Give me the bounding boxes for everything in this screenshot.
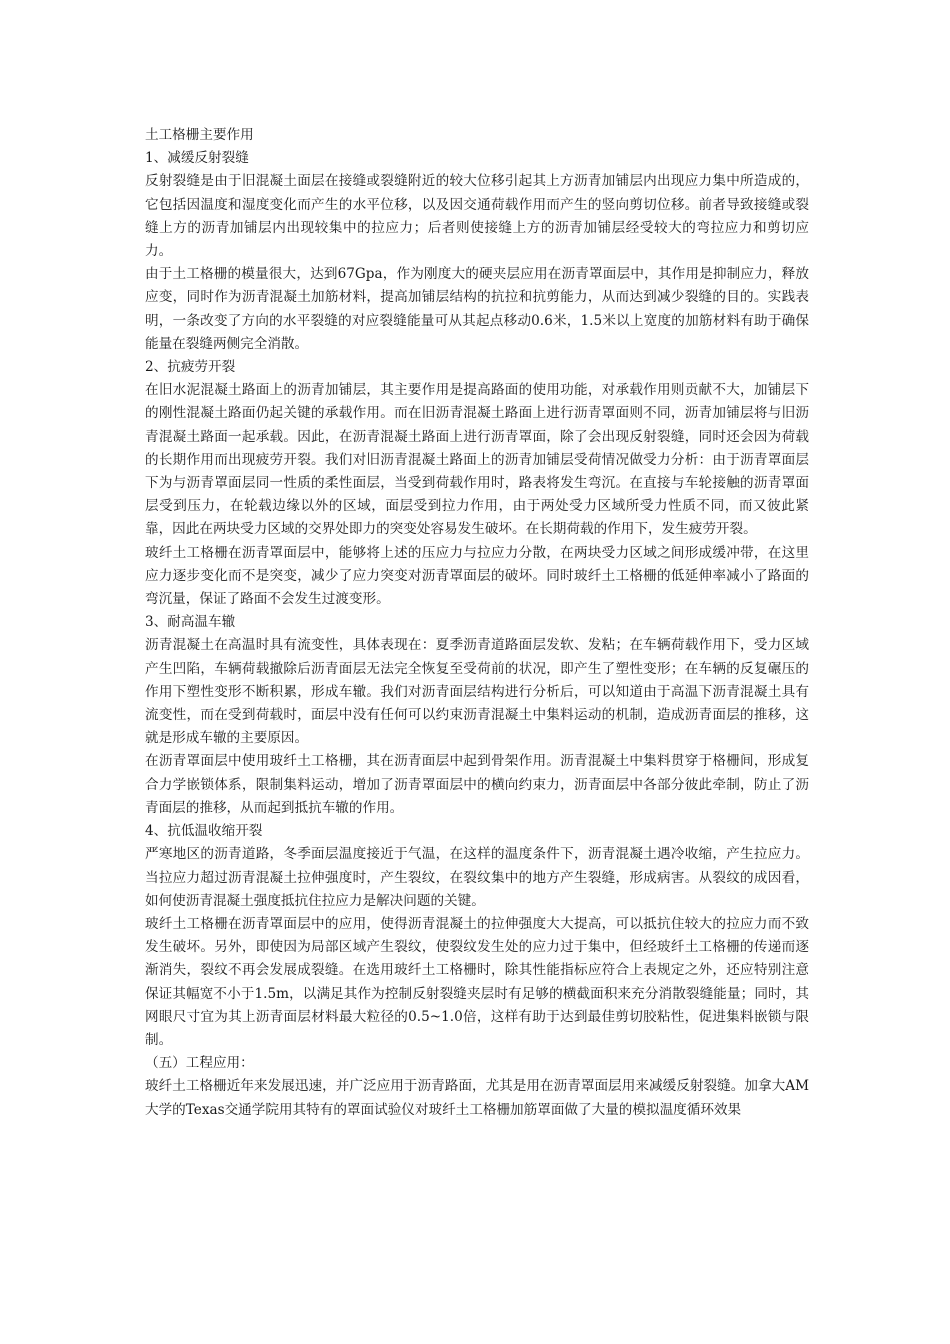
paragraph-6: 在沥青罩面层中使用玻纤土工格栅，其在沥青面层中起到骨架作用。沥青混凝土中集料贯穿于格栅间，形成复合力学嵌锁体系，限制集料运动，增加了沥青罩面层中的横向约束力，沥青面层中各部分彼此牵制，防止了沥青面层的推移，从而起到抵抗车辙的作用。 (145, 753, 809, 816)
section-heading-2: 2、抗疲劳开裂 (145, 359, 236, 376)
section-heading-5: （五）工程应用： (145, 1055, 254, 1072)
section-heading-4: 4、抗低温收缩开裂 (145, 823, 263, 840)
paragraph-5: 沥青混凝土在高温时具有流变性，具体表现在：夏季沥青道路面层发软、发粘；在车辆荷载作用下，受力区域产生凹陷，车辆荷载撤除后沥青面层无法完全恢复至受荷前的状况，即产生了塑性变形；在车辆的反复碾压的作用下塑性变形不断积累，形成车辙。我们对沥青面层结构进行分析后，可以知道由于高温下沥青混凝土具有流变性，而在受到荷载时，面层中没有任何可以约束沥青混凝土中集料运动的机制，造成沥青面层的推移，这就是形成车辙的主要原因。 (145, 637, 809, 747)
paragraph-8: 玻纤土工格栅在沥青罩面层中的应用，使得沥青混凝土的拉伸强度大大提高，可以抵抗住较大的拉应力而不致发生破坏。另外，即使因为局部区域产生裂纹，使裂纹发生处的应力过于集中，但经玻纤土工格栅的传递而逐渐消失，裂纹不再会发展成裂缝。在选用玻纤土工格栅时，除其性能指标应符合上表规定之外，还应特别注意保证其幅宽不小于1.5m，以满足其作为控制反射裂缝夹层时有足够的横截面积来充分消散裂缝能量；同时，其网眼尺寸宜为其上沥青面层材料最大粒径的0.5~1.0倍，这样有助于达到最佳剪切胶粘性，促进集料嵌锁与限制。 (145, 915, 809, 1048)
document-title: 土工格栅主要作用 (145, 127, 254, 143)
paragraph-1: 反射裂缝是由于旧混凝土面层在接缝或裂缝附近的较大位移引起其上方沥青加铺层内出现应力集中所造成的，它包括因温度和湿度变化而产生的水平位移，以及因交通荷载作用而产生的竖向剪切位移。前者导致接缝或裂缝上方的沥青加铺层内出现较集中的拉应力；后者则使接缝上方的沥青加铺层经受较大的弯拉应力和剪切应力。 (145, 173, 809, 260)
paragraph-4: 玻纤土工格栅在沥青罩面层中，能够将上述的压应力与拉应力分散，在两块受力区域之间形成缓冲带，在这里应力逐步变化而不是突变，减少了应力突变对沥青罩面层的破坏。同时玻纤土工格栅的低延伸率减小了路面的弯沉量，保证了路面不会发生过渡变形。 (145, 544, 809, 608)
paragraph-3: 在旧水泥混凝土路面上的沥青加铺层，其主要作用是提高路面的使用功能，对承载作用则贡献不大，加铺层下的刚性混凝土路面仍起关键的承载作用。而在旧沥青混凝土路面上进行沥青罩面则不同，沥青加铺层将与旧沥青混凝土路面一起承载。因此，在沥青混凝土路面上进行沥青罩面，除了会出现反射裂缝，同时还会因为荷载的长期作用而出现疲劳开裂。我们对旧沥青混凝土路面上的沥青加铺层受荷情况做受力分析：由于沥青罩面层下为与沥青罩面层同一性质的柔性面层，当受到荷载作用时，路表将发生弯沉。在直接与车轮接触的沥青罩面层受到压力，在轮载边缘以外的区域，面层受到拉力作用，由于两处受力区域所受力性质不同，而又彼此紧靠，因此在两块受力区域的交界处即力的突变处容易发生破坏。在长期荷载的作用下，发生疲劳开裂。 (145, 382, 809, 538)
paragraph-7: 严寒地区的沥青道路，冬季面层温度接近于气温，在这样的温度条件下，沥青混凝土遇冷收缩，产生拉应力。当拉应力超过沥青混凝土拉伸强度时，产生裂纹，在裂纹集中的地方产生裂缝，形成病害。从裂纹的成因看，如何使沥青混凝土强度抵抗住拉应力是解决问题的关键。 (145, 846, 809, 909)
section-heading-1: 1、减缓反射裂缝 (145, 150, 249, 167)
document-body (145, 124, 809, 1122)
section-heading-3: 3、耐高温车辙 (145, 614, 236, 631)
paragraph-2: 由于土工格栅的模量很大，达到67Gpa，作为刚度大的硬夹层应用在沥青罩面层中，其作用是抑制应力，释放应变，同时作为沥青混凝土加筋材料，提高加铺层结构的抗拉和抗剪能力，从而达到减少裂缝的目的。实践表明，一条改变了方向的水平裂缝的对应裂缝能量可从其起点移动0.6米，1.5米以上宽度的加筋材料有助于确保能量在裂缝两侧完全消散。 (145, 266, 809, 352)
paragraph-9: 玻纤土工格栅近年来发展迅速，并广泛应用于沥青路面，尤其是用在沥青罩面层用来减缓反射裂缝。加拿大AM大学的Texas交通学院用其特有的罩面试验仪对玻纤土工格栅加筋罩面做了大量的模拟温度循环效果 (145, 1078, 809, 1118)
